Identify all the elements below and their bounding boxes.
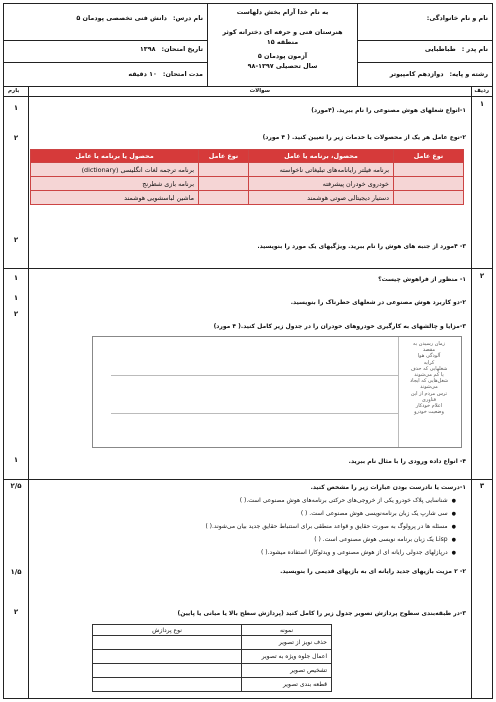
answer-cell[interactable] — [394, 177, 464, 191]
table-row — [31, 191, 464, 205]
table-row — [31, 177, 464, 191]
grade-value: دوازدهم کامپیوتر — [389, 70, 444, 78]
question-score: ۲ — [13, 236, 19, 244]
table-header-cell: محصول یا برنامه یا عامل — [31, 150, 199, 163]
question-score: ۲ — [13, 310, 19, 318]
duration-value: ۱۰ دقیقه — [128, 70, 157, 78]
school-info — [207, 4, 357, 87]
question-text: ۱-انواع شغلهای هوش مصنوعی را نام ببرید. (۴مورد) — [311, 107, 466, 114]
answer-cell[interactable] — [93, 636, 242, 650]
questions-table-header — [4, 87, 492, 97]
question-score: ۲ — [13, 608, 19, 616]
answer-cell[interactable] — [199, 177, 249, 191]
table-row — [31, 163, 464, 177]
image-label: یا کم می‌شوند — [414, 372, 444, 379]
grade-label: رشته و پایه: — [449, 70, 488, 78]
question-score: ۱/۵ — [10, 568, 22, 576]
table-header-cell: محصول، برنامه یا عامل — [249, 150, 394, 163]
score-column-header: بارم — [8, 88, 20, 94]
true-false-item: ● سی شارپ یک زبان برنامه‌نویسی هوش مصنوعی است. ( ) — [301, 510, 456, 517]
exam-header — [4, 4, 492, 87]
question-score: ۱ — [13, 274, 19, 282]
question-text: ۲- ۲ مزیت بازیهای جدید رایانه ای به بازیهای قدیمی را بنویسید. — [280, 568, 466, 575]
true-false-item: ● مسئله ها در پرولوگ به صورت حقایق و قواعد منطقی برای استنباط حقایق جدید بیان می‌شوند.( ) — [205, 523, 456, 530]
agent-type-table — [30, 149, 464, 205]
table-header-cell: نوع عامل — [199, 150, 249, 163]
image-label: آلودگی هوا — [417, 353, 441, 360]
true-false-item: ● درپازلهای جدولی رایانه ای از هوش مصنوعی و ویدئوکارا استفاده میشود.( ) — [261, 549, 456, 556]
question-text: ۲-دو کاربرد هوش مصنوعی در شغلهای خطرناک را بنویسید. — [290, 299, 466, 306]
table-row — [93, 678, 332, 692]
father-name-label: نام پدر : — [461, 45, 488, 53]
question-text: ۱- منظور از فراهوش چیست؟ — [378, 276, 466, 283]
answer-cell[interactable] — [93, 664, 242, 678]
answer-cell[interactable] — [93, 678, 242, 692]
subject-row — [4, 14, 207, 22]
exam-date-value: ۱۳۹۸ — [139, 45, 156, 53]
section-number: ۳ — [479, 482, 485, 490]
subject-label: نام درس: — [172, 14, 203, 22]
table-row — [93, 650, 332, 664]
exam-sheet — [3, 3, 493, 699]
image-label: کرایه — [423, 359, 435, 366]
student-info — [357, 4, 492, 87]
duration-label: مدت امتحان: — [162, 70, 203, 78]
father-name-row — [358, 45, 492, 53]
grade-row — [358, 70, 492, 78]
exam-date-row — [4, 45, 207, 53]
table-cell: دستیار دیجیتالی صوتی هوشمند — [249, 191, 394, 205]
question-score: ۱ — [13, 456, 19, 464]
table-cell: تشخیص تصویر — [242, 664, 332, 678]
question-text: ۲-نوع عامل هر یک از محصولات یا خدمات زیر را تعیین کنید. ( ۴ مورد) — [262, 134, 466, 141]
question-score: ۲ — [13, 134, 19, 142]
image-label: وضعیت خودرو — [414, 409, 444, 416]
student-name-label: نام و نام خانوادگی: — [426, 14, 488, 22]
basmala: به نام خدا آرام بخش دلهاست — [236, 8, 329, 16]
school-name: هنرستان فنی و حرفه ای دخترانه کوثر — [222, 28, 343, 36]
self-driving-table-image — [92, 336, 462, 448]
image-label: شغل‌هایی که ایجاد — [409, 378, 449, 385]
father-name-value: طباطبایی — [424, 45, 456, 53]
score-column-divider — [28, 87, 29, 698]
section-separator — [4, 268, 492, 269]
image-label: زمان رسیدن به — [413, 341, 445, 347]
image-processing-table — [92, 624, 332, 692]
questions-column-header: سوالات — [249, 88, 270, 94]
question-text: ۱-درست یا نادرست بودن عبارات زیر را مشخص کنید. — [310, 484, 466, 491]
table-cell: قطعه بندی تصویر — [242, 678, 332, 692]
table-cell: ماشین لباسشویی هوشمند — [31, 191, 199, 205]
table-cell: (dictionary) برنامه ترجمه لغات انگلیسی — [31, 163, 199, 177]
answer-cell[interactable] — [394, 163, 464, 177]
image-label-column — [401, 341, 457, 415]
row-column-header: ردیف — [474, 88, 489, 94]
true-false-item: ● Lisp یک زبان برنامه نویسی هوش مصنوعی است. ( ) — [314, 536, 456, 543]
table-header-cell: نوع عامل — [394, 150, 464, 163]
section-separator — [4, 479, 492, 480]
image-label: فناوری — [421, 396, 437, 403]
image-label: مقصد — [422, 347, 436, 354]
question-text: ۳-در طبقه‌بندی سطوح پردازش تصویر جدول زیر را کامل کنید (پردازش سطح بالا یا میانی یا پایین) — [177, 610, 466, 617]
question-score: ۱ — [13, 294, 19, 302]
table-header-cell: نوع پردازش — [93, 625, 242, 636]
table-row — [93, 636, 332, 650]
section-number: ۲ — [479, 272, 485, 280]
answer-cell[interactable] — [394, 191, 464, 205]
academic-year: سال تحصیلی ۱۳۹۷-۹۸ — [247, 62, 318, 70]
question-text: ۴- انواع داده ورودی را با مثال نام ببرید. — [348, 458, 466, 465]
school-district: منطقه ۱۵ — [266, 38, 299, 46]
exam-name: آزمون پودمان ۵ — [257, 52, 308, 60]
exam-info — [4, 4, 207, 87]
table-row — [93, 664, 332, 678]
image-label: شغلهایی که حذف — [410, 365, 448, 372]
question-text: ۳-مزایا و چالشهای به کارگیری خودروهای خودران را در جدول زیر کامل کنید.( ۴ مورد) — [213, 323, 466, 330]
question-score: ۲/۵ — [10, 482, 22, 490]
table-cell: برنامه بازی شطرنج — [31, 177, 199, 191]
image-label: می‌شوند — [420, 384, 438, 391]
subject-value: دانش فنی تخصصی پودمان ۵ — [76, 14, 167, 22]
table-cell: برنامه فیلتر رایانامه‌های تبلیغاتی ناخواسته — [249, 163, 394, 177]
exam-date-label: تاریخ امتحان: — [161, 45, 203, 53]
table-header-cell: نمونه — [242, 625, 332, 636]
section-number: ۱ — [479, 100, 485, 108]
question-score: ۱ — [13, 104, 19, 112]
image-label: ترس مردم از این — [410, 390, 448, 397]
answer-cell[interactable] — [199, 191, 249, 205]
table-cell: اعمال جلوه ویژه به تصویر — [242, 650, 332, 664]
answer-cell[interactable] — [93, 650, 242, 664]
table-cell: خودروی خودران پیشرفته — [249, 177, 394, 191]
image-label: اعلام خودکار — [415, 403, 443, 410]
duration-row — [4, 70, 207, 78]
answer-cell[interactable] — [199, 163, 249, 177]
table-cell: حذف نویز از تصویر — [242, 636, 332, 650]
row-column-divider — [471, 87, 472, 698]
true-false-item: ● شناسایی پلاک خودرو یکی از خروجی‌های حرکتی برنامه‌های هوش مصنوعی است.( ) — [240, 497, 456, 504]
question-text: ۳- ۴مورد از جنبه های هوش را نام ببرید. ویژگیهای یک مورد را بنویسید. — [257, 243, 466, 250]
